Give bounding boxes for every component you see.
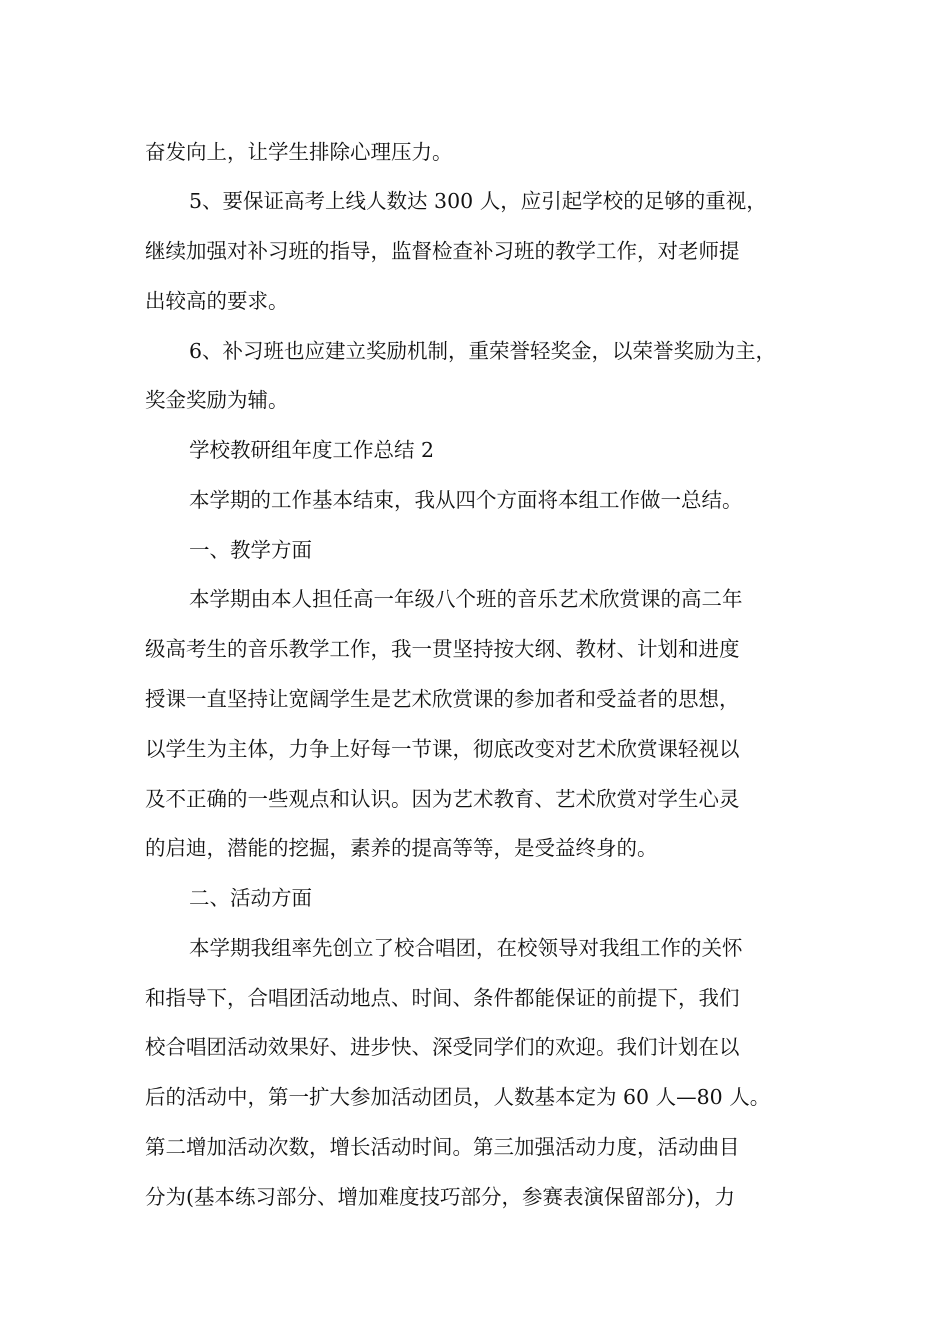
text-line: 本学期由本人担任高一年级八个班的音乐艺术欣赏课的高二年 xyxy=(189,587,743,611)
text-line: 奋发向上，让学生排除心理压力。 xyxy=(145,140,453,164)
section-heading: 二、活动方面 xyxy=(189,886,312,910)
text-line: 校合唱团活动效果好、进步快、深受同学们的欢迎。我们计划在以 xyxy=(145,1035,740,1059)
section-title: 学校教研组年度工作总结 2 xyxy=(189,438,435,462)
text-line: 出较高的要求。 xyxy=(145,289,289,313)
text-line: 授课一直坚持让宽阔学生是艺术欣赏课的参加者和受益者的思想， xyxy=(145,687,740,711)
text-line: 的启迪，潜能的挖掘，素养的提高等等，是受益终身的。 xyxy=(145,836,658,860)
text-line: 第二增加活动次数，增长活动时间。第三加强活动力度，活动曲目 xyxy=(145,1135,740,1159)
text-line: 分为(基本练习部分、增加难度技巧部分，参赛表演保留部分)，力 xyxy=(145,1185,735,1209)
text-line: 级高考生的音乐教学工作，我一贯坚持按大纲、教材、计划和进度 xyxy=(145,637,740,661)
text-line: 和指导下，合唱团活动地点、时间、条件都能保证的前提下，我们 xyxy=(145,986,740,1010)
text-line: 及不正确的一些观点和认识。因为艺术教育、艺术欣赏对学生心灵 xyxy=(145,787,740,811)
section-heading: 一、教学方面 xyxy=(189,538,312,562)
text-line: 后的活动中，第一扩大参加活动团员，人数基本定为 60 人—80 人。 xyxy=(145,1085,771,1109)
text-line: 奖金奖励为辅。 xyxy=(145,388,289,412)
text-line: 以学生为主体，力争上好每一节课，彻底改变对艺术欣赏课轻视以 xyxy=(145,737,740,761)
text-line: 本学期我组率先创立了校合唱团，在校领导对我组工作的关怀 xyxy=(189,936,743,960)
text-line: 5、要保证高考上线人数达 300 人，应引起学校的足够的重视， xyxy=(189,189,767,213)
text-line: 本学期的工作基本结束，我从四个方面将本组工作做一总结。 xyxy=(189,488,743,512)
text-line: 继续加强对补习班的指导，监督检查补习班的教学工作，对老师提 xyxy=(145,239,740,263)
text-line: 6、补习班也应建立奖励机制，重荣誉轻奖金，以荣誉奖励为主， xyxy=(189,339,777,363)
